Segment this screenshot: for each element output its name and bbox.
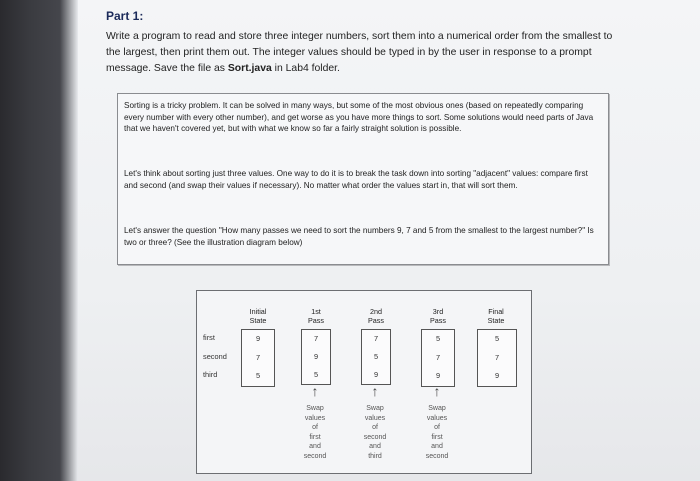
- part-title: Part 1:: [106, 9, 144, 23]
- swap-text: first: [431, 433, 443, 441]
- cell-value: 7: [255, 353, 261, 362]
- swap-text: Swap: [366, 405, 384, 412]
- intro-text-before: Write a program to read and store three integer numbers, sort them into a numerical order from the smallest to the largest, then print them out. The integer values should be typed in by the user in response to a prompt message. Save the file as: [106, 31, 613, 74]
- arrow-up-icon: ↑: [371, 383, 379, 399]
- swap-text: values: [304, 414, 326, 422]
- col-pass2-box: [361, 329, 391, 385]
- swap-note-pass2: [350, 404, 400, 462]
- note-paragraph-3: Let's answer the question "How many passes we need to sort the numbers 9, 7 and 5 from the smallest to the largest number?" Is two or three? (See the illustration diagram below): [124, 226, 594, 247]
- swap-text: third: [368, 452, 382, 460]
- col-final-head2: State: [487, 316, 505, 325]
- col-initial-box: [241, 329, 275, 387]
- swap-text: second: [303, 452, 327, 460]
- cell-value: 5: [373, 352, 379, 361]
- swap-text: Swap: [306, 405, 324, 412]
- col-pass1-box: [301, 329, 331, 385]
- note-paragraph-1: Sorting is a tricky problem. It can be solved in many ways, but some of the most obvious ones (based on repeatedly comparing every number with every other number), and get worse as you have more things to sort. Some solutions would need parts of Java that we haven't covered yet, but with what we know so far a fairly straight solution is possible.: [124, 101, 594, 133]
- cell-value: 9: [373, 370, 379, 379]
- cell-value: 5: [313, 370, 319, 379]
- swap-text: and: [369, 443, 381, 451]
- col-pass2-head2: Pass: [368, 316, 384, 325]
- swap-text: values: [426, 414, 448, 422]
- col-final-header: [473, 307, 519, 325]
- intro-text-after: in Lab4 folder.: [271, 63, 340, 74]
- cell-value: 9: [313, 352, 319, 361]
- assignment-instructions: [106, 29, 626, 77]
- swap-text: first: [309, 433, 321, 441]
- cell-value: 7: [494, 353, 500, 362]
- swap-note-pass3: [412, 404, 462, 462]
- row-label-second: second: [203, 352, 227, 361]
- col-pass2-head1: 2nd: [370, 307, 382, 316]
- intro-filename: Sort.java: [227, 63, 272, 74]
- col-pass2-header: [353, 307, 399, 325]
- swap-text: Swap: [428, 405, 446, 412]
- cell-value: 7: [373, 334, 379, 343]
- sorting-diagram: [196, 290, 532, 474]
- col-final-head1: Final: [488, 307, 504, 316]
- cell-value: 9: [435, 371, 441, 380]
- col-initial-head1: Initial: [249, 307, 267, 316]
- swap-text: of: [372, 424, 378, 432]
- swap-note-pass1: [290, 404, 340, 462]
- cell-value: 5: [255, 371, 261, 380]
- arrow-up-icon: ↑: [433, 383, 441, 399]
- cell-value: 9: [255, 334, 261, 343]
- explanation-box: [117, 93, 609, 265]
- note-paragraph-2: Let's think about sorting just three values. One way to do it is to break the task down into sorting "adjacent" values: compare first and second (and swap their values if necessary). No matter what order the values start in, that will sort them.: [124, 169, 588, 190]
- cell-value: 9: [494, 371, 500, 380]
- col-pass3-head1: 3rd: [432, 307, 444, 316]
- swap-text: second: [363, 433, 387, 441]
- cell-value: 7: [435, 353, 441, 362]
- cell-value: 5: [435, 334, 441, 343]
- swap-text: of: [434, 424, 440, 432]
- col-pass3-head2: Pass: [430, 316, 446, 325]
- col-final-box: [477, 329, 517, 387]
- swap-text: and: [309, 443, 321, 451]
- cell-value: 5: [494, 334, 500, 343]
- col-pass1-head2: Pass: [308, 316, 324, 325]
- swap-text: values: [364, 414, 386, 422]
- arrow-up-icon: ↑: [311, 383, 319, 399]
- col-initial-header: [235, 307, 281, 325]
- col-pass3-box: [421, 329, 455, 387]
- col-pass3-header: [415, 307, 461, 325]
- row-label-first: first: [203, 333, 215, 342]
- col-initial-head2: State: [249, 316, 267, 325]
- swap-text: second: [425, 452, 449, 460]
- swap-text: and: [431, 443, 443, 451]
- swap-text: of: [312, 424, 318, 432]
- col-pass1-header: [293, 307, 339, 325]
- cell-value: 7: [313, 334, 319, 343]
- col-pass1-head1: 1st: [311, 307, 321, 316]
- row-label-third: third: [203, 370, 218, 379]
